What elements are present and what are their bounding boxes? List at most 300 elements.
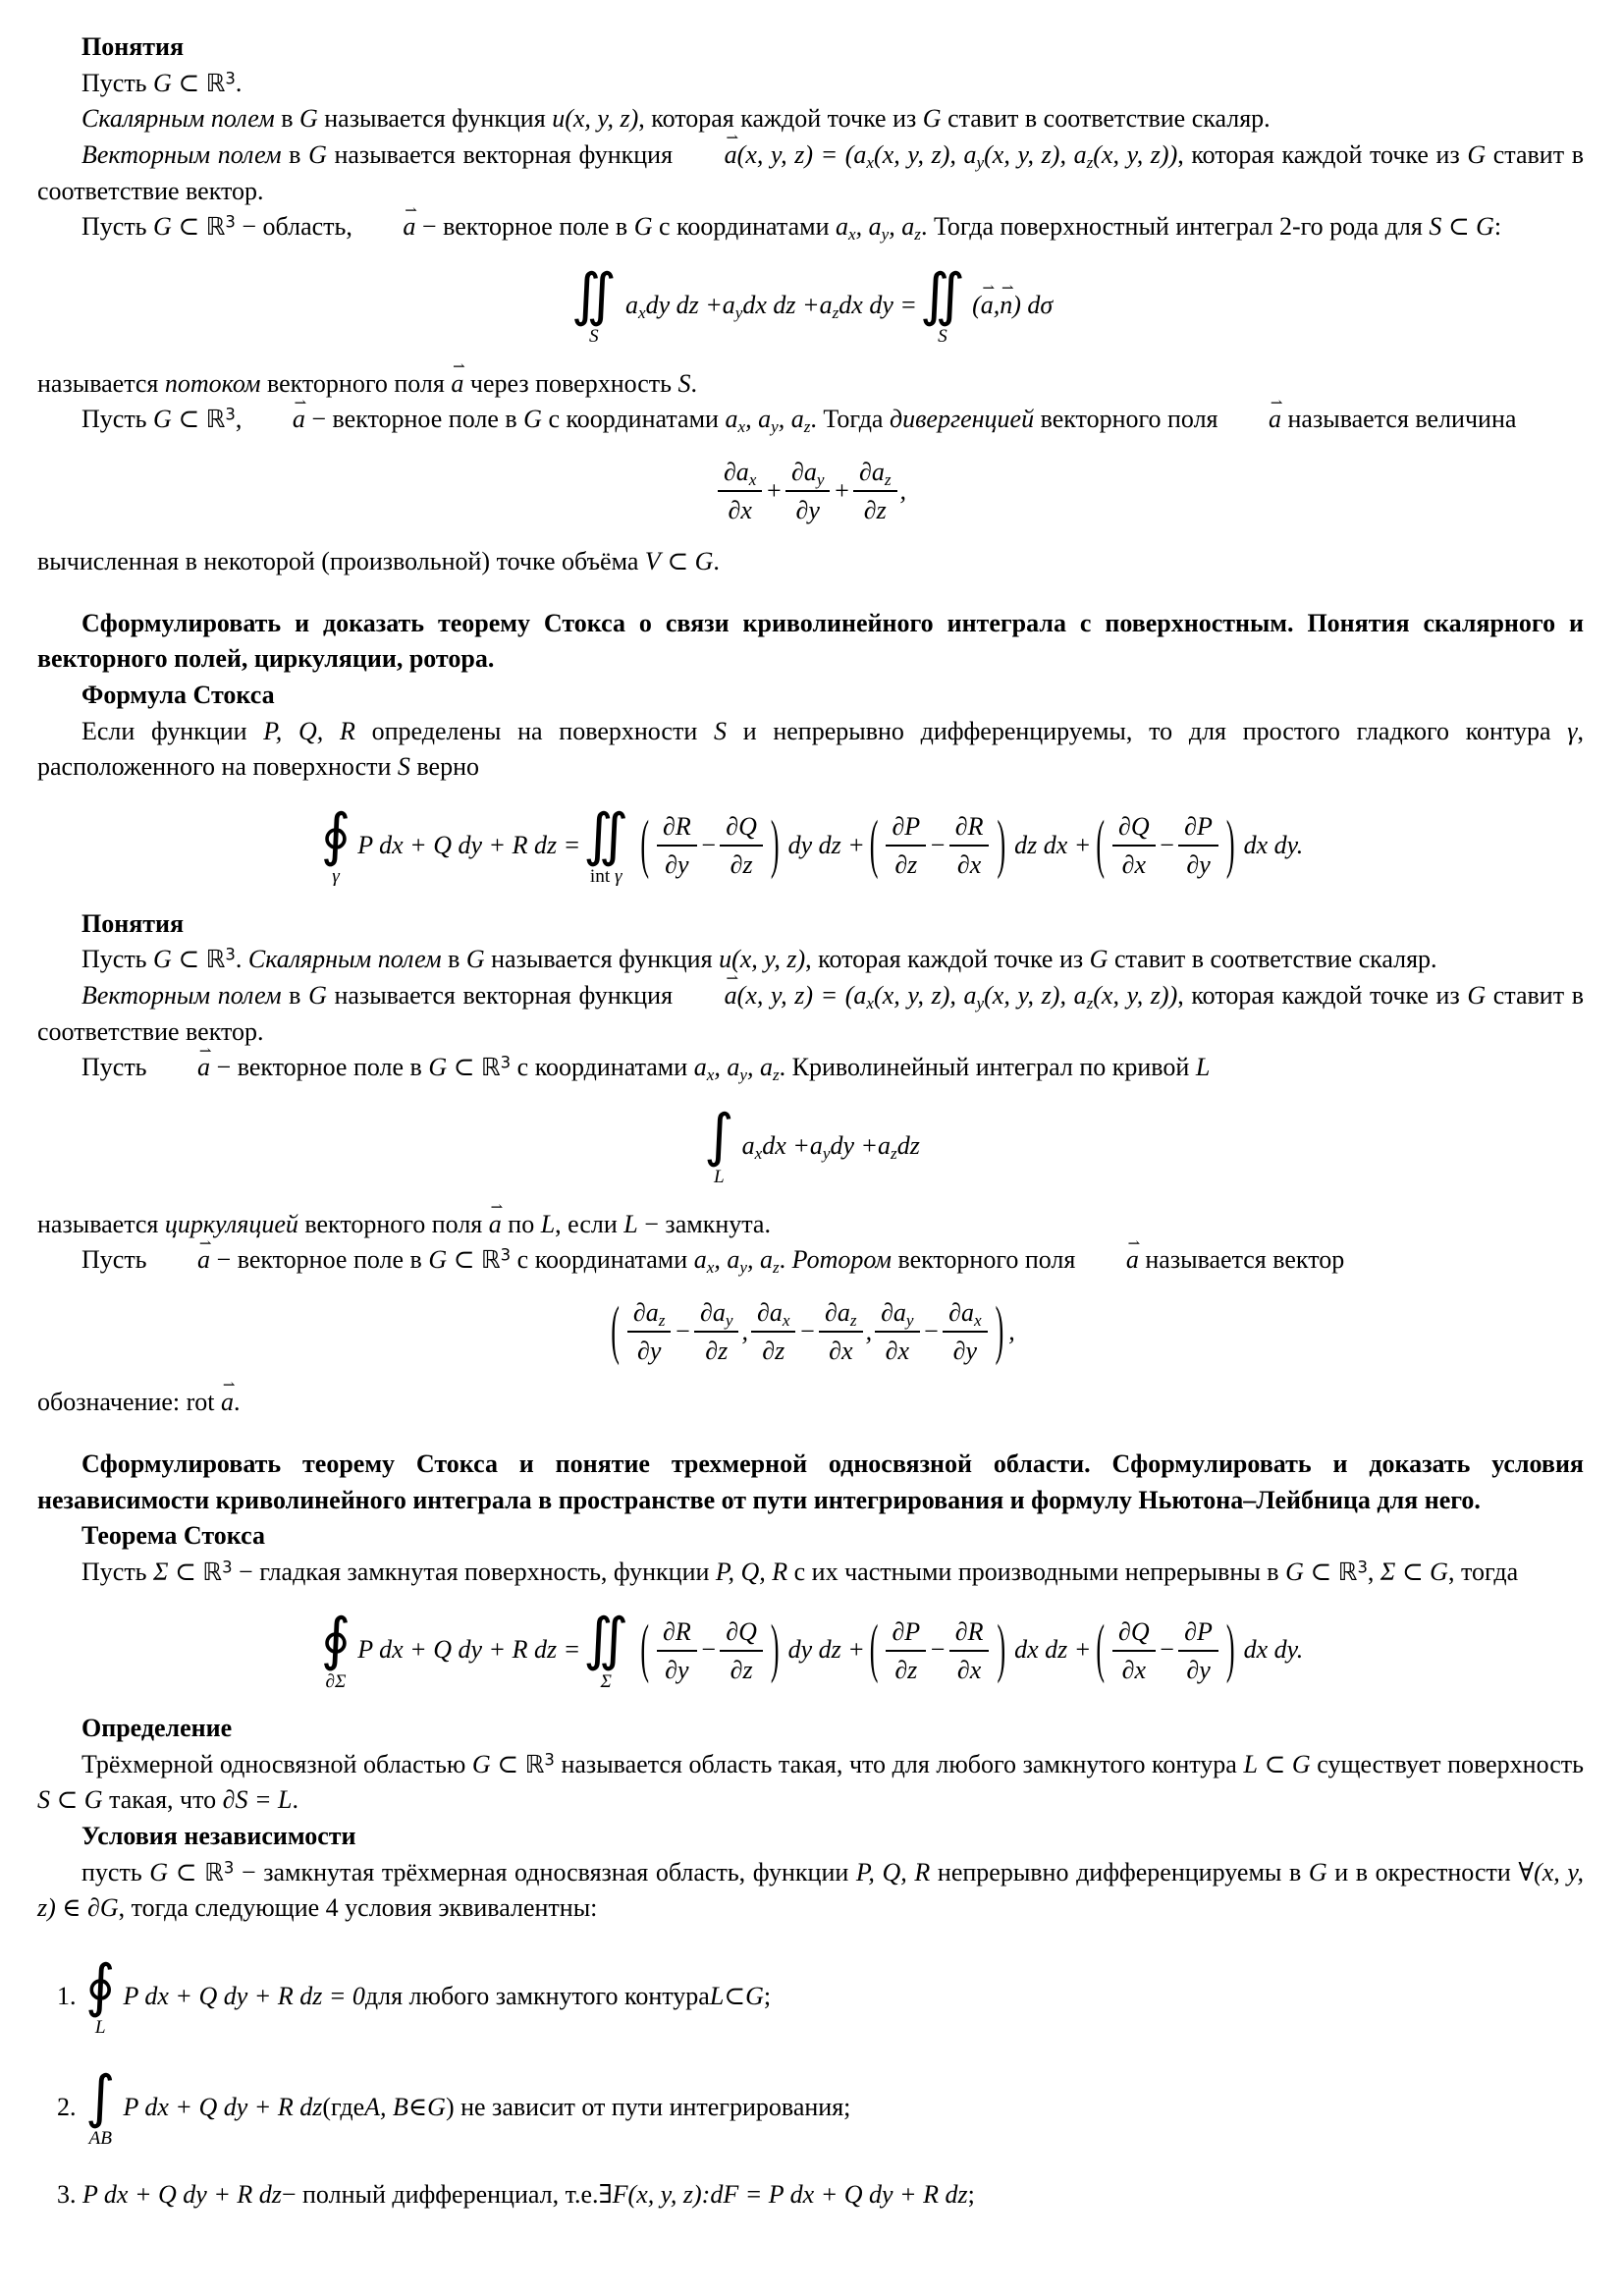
- integral-symbol: ∬: [583, 801, 629, 869]
- left-paren: (: [1096, 807, 1105, 881]
- text-run: Пусть: [81, 212, 154, 242]
- operator-limit: [332, 867, 340, 886]
- denominator: [894, 847, 917, 879]
- math-run: dx dz +: [742, 290, 820, 319]
- numerator: [1178, 1617, 1218, 1652]
- blackboard-symbol: ℝ$^3$: [204, 1857, 235, 1886]
- operator-limit: [590, 867, 622, 886]
- text-run: Пусть: [81, 1557, 154, 1586]
- math-run: −: [699, 1635, 718, 1665]
- math-run: ∂x: [1121, 850, 1146, 880]
- math-run: $\partial a_z$: [859, 457, 892, 490]
- left-paren: (: [640, 1612, 649, 1685]
- vector-symbol: a ⇀: [680, 978, 737, 1014]
- math-run: G: [308, 139, 327, 169]
- math-run: G: [153, 68, 172, 97]
- text-run: в: [441, 945, 466, 974]
- text-run: − гладкая замкнутая поверхность, функции: [232, 1557, 716, 1586]
- text-run: ⊂: [724, 1982, 746, 2011]
- math-run: $a_x$: [853, 981, 875, 1013]
- math-run: $a_z$: [901, 212, 921, 245]
- section-heading: [37, 29, 1584, 66]
- math-run: P, Q, R: [855, 1857, 931, 1886]
- math-run: ,: [746, 1245, 760, 1275]
- integral-symbol: ∮: [85, 1952, 116, 2020]
- math-run: G: [745, 1982, 764, 2011]
- math-run: (x, y, z),: [874, 139, 964, 169]
- math-run: G: [149, 1857, 169, 1886]
- math-run: L: [540, 1209, 556, 1238]
- left-paren: (: [1096, 1612, 1105, 1685]
- math-run: ∂x: [956, 1655, 982, 1684]
- text-run: через поверхность: [463, 368, 678, 398]
- math-run: (x, y, z),: [984, 981, 1074, 1011]
- math-run: (x, y, z),: [984, 139, 1074, 169]
- text-run: Пусть: [81, 945, 154, 974]
- denominator: [637, 1333, 661, 1365]
- math-run: $a_x$: [741, 1131, 763, 1164]
- math-run: L: [278, 1785, 293, 1815]
- text-run: ставит в соответствие вектор.: [37, 981, 1584, 1046]
- math-run: dy dz +: [787, 831, 865, 860]
- math-run: ∂z: [730, 1655, 753, 1684]
- spacer: [37, 580, 1584, 606]
- text-run: − векторное поле в: [210, 1245, 429, 1275]
- denominator: [1186, 847, 1210, 879]
- math-run: dz dx +: [1014, 831, 1092, 860]
- fraction: [720, 1617, 763, 1684]
- right-paren: ): [997, 1612, 1006, 1685]
- math-run: $a_x$: [836, 212, 856, 245]
- math-run: $a_y$: [727, 1245, 747, 1278]
- blackboard-symbol: ℝ$^3$: [480, 1245, 512, 1275]
- denominator: [1122, 847, 1146, 879]
- left-paren: (: [869, 807, 879, 881]
- text-run: Если функции: [81, 716, 264, 745]
- text-run: ⊂: [490, 1749, 525, 1778]
- text-run: непрерывно дифференцируемы в: [930, 1857, 1309, 1886]
- math-run: $\partial a_x$: [756, 1297, 790, 1331]
- right-paren: ): [995, 1292, 1004, 1366]
- math-run: $a_x$: [624, 290, 646, 323]
- math-run: $a_z$: [1073, 981, 1094, 1013]
- numerator: [627, 1298, 672, 1333]
- text-run: существует поверхность: [1310, 1749, 1584, 1778]
- text-run: ,: [1367, 1557, 1380, 1586]
- math-run: ∂P: [1184, 812, 1213, 842]
- text-run: Скалярным полем: [81, 104, 275, 134]
- text-run: векторного поля: [891, 1245, 1082, 1275]
- big-operator: [583, 801, 629, 888]
- math-run: ,: [899, 475, 907, 505]
- vector-symbol: a ⇀: [358, 209, 415, 246]
- text-run: циркуляцией: [164, 1209, 298, 1238]
- text-run: ⊂: [1395, 1557, 1431, 1586]
- text-run: вычисленная в некоторой (произвольной) точке объёма: [37, 547, 645, 576]
- text-run: векторного поля: [1034, 405, 1225, 434]
- numerator: [751, 1298, 795, 1333]
- math-run: ∂P: [892, 812, 921, 842]
- numerator: [657, 1617, 697, 1652]
- math-run: P dx + Q dy + R dz: [82, 2180, 282, 2210]
- math-run: $a_y$: [758, 405, 779, 437]
- text-run: − векторное поле в: [304, 405, 524, 434]
- section-heading: [37, 1711, 1584, 1747]
- section-heading: [37, 906, 1584, 943]
- math-run: ,: [741, 1316, 748, 1345]
- denominator: [953, 1333, 977, 1365]
- fraction: [943, 1298, 987, 1365]
- math-run: G: [427, 2092, 446, 2121]
- text-run: , которая каждой точке из: [1177, 139, 1468, 169]
- math-run: ∂z: [705, 1337, 729, 1366]
- text-run: .: [713, 547, 720, 576]
- numerator: [853, 458, 897, 492]
- math-run: S: [37, 1785, 50, 1815]
- text-run: , которая каждой точке из: [805, 945, 1090, 974]
- math-run: P, Q, R: [715, 1557, 788, 1586]
- display-formula: [37, 801, 1584, 888]
- math-run: S: [677, 368, 691, 398]
- section-heading: [37, 678, 1584, 714]
- text-run: Трёхмерной односвязной областью: [81, 1749, 472, 1778]
- text-run: :: [1493, 212, 1502, 242]
- spacer: [37, 1421, 1584, 1447]
- vector-symbol: a ⇀: [221, 1385, 234, 1421]
- denominator: [829, 1333, 852, 1365]
- text-run: Векторным полем: [81, 981, 282, 1011]
- text-run: ⊂: [447, 1053, 481, 1082]
- text-run: ,: [235, 405, 248, 434]
- math-run: ,: [889, 212, 902, 242]
- paragraph: [37, 209, 1584, 246]
- right-paren: ): [1225, 807, 1235, 881]
- math-run: ∂Q: [726, 1616, 757, 1646]
- display-formula: [37, 458, 1584, 524]
- text-run: дивергенцией: [889, 405, 1035, 434]
- denominator: [665, 847, 688, 879]
- list-item-content: [82, 2062, 851, 2150]
- math-run: dx dy =: [839, 290, 917, 319]
- math-run: $a_x$: [725, 405, 746, 437]
- paragraph: [37, 1747, 1584, 1819]
- operator-limit: [95, 2018, 106, 2037]
- math-run: $a_x$: [693, 1053, 715, 1085]
- list-item: [37, 1952, 1584, 2039]
- text-run: называется: [37, 368, 165, 398]
- math-run: ∂y: [665, 1655, 689, 1684]
- math-run: G: [471, 1749, 491, 1778]
- text-run: .: [292, 1785, 299, 1815]
- math-run: ∂z: [762, 1337, 785, 1366]
- numerator: [943, 1298, 987, 1333]
- text-run: называется: [37, 1209, 165, 1238]
- text-run: Скалярным полем: [247, 945, 442, 974]
- text-run: Формула Стокса: [81, 681, 275, 710]
- math-run: (: [972, 290, 981, 319]
- paragraph: [37, 1855, 1584, 1927]
- math-run: G: [694, 547, 714, 576]
- math-run: ∂G: [87, 1893, 119, 1923]
- fraction: [1178, 812, 1218, 879]
- math-run: G: [428, 1053, 448, 1082]
- vector-symbol: a ⇀: [248, 402, 305, 438]
- math-run: ,: [746, 1053, 760, 1082]
- vector-symbol: a ⇀: [1224, 402, 1281, 438]
- text-run: − замкнутая трёхмерная односвязная область, функции: [234, 1857, 856, 1886]
- math-run: G: [465, 945, 485, 974]
- blackboard-symbol: ℝ$^3$: [480, 1053, 512, 1082]
- fraction: [1112, 1617, 1156, 1684]
- denominator: [705, 1333, 728, 1365]
- text-run: ⊂: [168, 1557, 203, 1586]
- fraction: [627, 1298, 672, 1365]
- text-run: называется величина: [1281, 405, 1517, 434]
- fraction: [751, 1298, 795, 1365]
- math-run: P dx + Q dy + R dz: [123, 2092, 323, 2121]
- math-run: −: [929, 831, 947, 860]
- text-run: называется область такая, что для любого замкнутого контура: [554, 1749, 1244, 1778]
- denominator: [730, 847, 753, 879]
- list-number: 3.: [57, 2180, 77, 2210]
- math-run: ∂x: [829, 1337, 853, 1366]
- denominator: [796, 492, 820, 524]
- text-run: потоком: [164, 368, 261, 398]
- numerator: [875, 1298, 919, 1333]
- integral-symbol: ∮: [320, 801, 352, 869]
- math-run: G: [1467, 981, 1487, 1011]
- numerator: [785, 458, 830, 492]
- math-run: V: [644, 547, 661, 576]
- text-run: Определение: [81, 1714, 233, 1743]
- fraction: [875, 1298, 919, 1365]
- text-run: для любого замкнутого контура: [364, 1982, 710, 2011]
- text-run: определены на поверхности: [354, 716, 714, 745]
- blackboard-symbol: ℝ$^3$: [205, 405, 236, 434]
- numerator: [720, 1617, 763, 1652]
- text-run: .: [235, 945, 248, 974]
- math-run: ,: [865, 1316, 873, 1345]
- display-formula: [37, 1292, 1584, 1366]
- text-run: .: [779, 1245, 792, 1275]
- math-run: ∂y: [795, 496, 820, 525]
- list-item-content: [82, 2177, 975, 2214]
- math-run: −: [1158, 1635, 1176, 1665]
- fraction: [1112, 812, 1156, 879]
- math-run: ,: [745, 405, 759, 434]
- text-run: с координатами: [541, 405, 726, 434]
- numerator: [949, 812, 990, 847]
- numerator: [819, 1298, 863, 1333]
- text-run: с координатами: [511, 1245, 694, 1275]
- list-item-content: [82, 1952, 772, 2039]
- text-run: по: [501, 1209, 541, 1238]
- math-run: +: [833, 475, 850, 505]
- text-run: , которая каждой точке из: [638, 104, 923, 134]
- numerator: [694, 1298, 738, 1333]
- denominator: [894, 1652, 917, 1684]
- vector-symbol: a ⇀: [153, 1242, 210, 1279]
- operator-limit: [589, 327, 599, 346]
- math-run: G: [1467, 139, 1487, 169]
- math-run: ∂y: [636, 1337, 662, 1366]
- operator-limit: [938, 327, 947, 346]
- math-run: ∂x: [1121, 1655, 1146, 1684]
- text-run: и непрерывно дифференцируемы, то для простого гладкого контура: [726, 716, 1568, 745]
- left-paren: (: [640, 807, 649, 881]
- math-run: −: [929, 1635, 947, 1665]
- blackboard-symbol: ℝ$^3$: [205, 212, 236, 242]
- paragraph: [37, 714, 1584, 786]
- text-run: ставит в соответствие скаляр.: [1108, 945, 1437, 974]
- text-run: ∀: [1518, 1857, 1535, 1886]
- text-run: ⊂: [447, 1245, 481, 1275]
- math-run: ∂x: [956, 850, 982, 880]
- text-run: ∃: [598, 2180, 613, 2210]
- math-run: P dx + Q dy + R dz = 0: [123, 1982, 365, 2011]
- math-run: ∂y: [1186, 850, 1211, 880]
- math-run: ∂Σ: [325, 1670, 347, 1692]
- math-run: $a_z$: [819, 290, 839, 323]
- text-run: ⊂: [1303, 1557, 1338, 1586]
- text-run: ⊂: [1441, 212, 1477, 242]
- text-run: в: [274, 104, 299, 134]
- denominator: [665, 1652, 688, 1684]
- math-run: $a_z$: [759, 1053, 780, 1085]
- math-run: −: [699, 831, 718, 860]
- text-run: называется вектор: [1138, 1245, 1345, 1275]
- text-run: , тогда следующие 4 условия эквивалентны:: [118, 1893, 598, 1923]
- math-run: (x, y, z) = (: [736, 981, 854, 1011]
- blackboard-symbol: ℝ$^3$: [524, 1749, 555, 1778]
- text-run: Условия независимости: [81, 1822, 356, 1851]
- numerator: [886, 1617, 926, 1652]
- integral-symbol: ∫: [704, 1102, 734, 1169]
- fraction: [949, 1617, 990, 1684]
- math-run: ∂z: [894, 1655, 918, 1684]
- text-run: ∈: [407, 2092, 428, 2121]
- math-run: dy dz +: [787, 1635, 865, 1665]
- big-operator: [704, 1102, 734, 1188]
- text-run: . Тогда: [810, 405, 890, 434]
- vector-symbol: a ⇀: [451, 366, 463, 403]
- math-run: F(x, y, z): [612, 2180, 702, 2210]
- denominator: [864, 492, 887, 524]
- math-run: $\partial a_z$: [825, 1297, 857, 1331]
- text-run: и в окрестности: [1326, 1857, 1519, 1886]
- denominator: [957, 1652, 981, 1684]
- math-run: :: [701, 2180, 711, 2210]
- text-run: .: [690, 368, 698, 398]
- paragraph: [37, 1242, 1584, 1279]
- math-run: ∂y: [1186, 1655, 1211, 1684]
- math-run: ∂R: [662, 812, 691, 842]
- integral-symbol: ∬: [919, 260, 966, 328]
- text-run: ;: [763, 1982, 772, 2011]
- math-run: L: [714, 1167, 725, 1188]
- math-run: ∂Q: [1118, 812, 1150, 842]
- math-run: dx dy.: [1243, 1635, 1304, 1665]
- math-run: G: [1285, 1557, 1304, 1586]
- math-run: −: [674, 1316, 691, 1345]
- big-operator: [85, 1952, 116, 2039]
- math-run: ,: [1008, 1316, 1015, 1345]
- math-run: L: [709, 1982, 725, 2011]
- math-run: $a_x$: [693, 1245, 715, 1278]
- denominator: [762, 1333, 784, 1365]
- math-run: P dx + Q dy + R dz =: [357, 831, 581, 860]
- text-run: в: [281, 139, 309, 169]
- math-run: S: [938, 326, 947, 348]
- fraction: [853, 458, 897, 524]
- math-run: $a_y$: [868, 212, 890, 245]
- display-formula: [37, 1102, 1584, 1188]
- left-paren: (: [869, 1612, 879, 1685]
- math-run: −: [922, 1316, 941, 1345]
- section-heading: [37, 1819, 1584, 1855]
- numerator: [657, 812, 697, 847]
- fraction: [718, 458, 762, 524]
- vector-symbol: n ⇀: [1000, 288, 1012, 324]
- paragraph: [37, 66, 1584, 102]
- paragraph: [37, 544, 1584, 580]
- text-run: называется векторная функция: [326, 981, 680, 1011]
- math-run: G: [1430, 1557, 1448, 1586]
- numerator: [1112, 1617, 1156, 1652]
- math-run: G: [1089, 945, 1109, 974]
- paragraph: [37, 402, 1584, 438]
- text-run: с их частными производными непрерывны в: [787, 1557, 1286, 1586]
- text-run: в: [281, 981, 309, 1011]
- math-run: A, B: [364, 2092, 408, 2121]
- vector-symbol: a ⇀: [153, 1050, 210, 1086]
- math-run: ∂R: [954, 812, 984, 842]
- text-run: Пусть: [81, 405, 154, 434]
- math-run: ,: [778, 405, 791, 434]
- big-operator: [320, 1606, 352, 1692]
- text-run: пусть: [81, 1857, 150, 1886]
- fraction: [657, 812, 697, 879]
- text-run: векторного поля: [298, 1209, 489, 1238]
- math-run: S: [1429, 212, 1442, 242]
- math-run: L: [623, 1209, 638, 1238]
- math-run: G: [298, 104, 318, 134]
- fraction: [694, 1298, 738, 1365]
- math-run: ∂z: [730, 850, 753, 880]
- text-run: ⊂: [50, 1785, 84, 1815]
- fraction: [657, 1617, 697, 1684]
- math-run: $a_y$: [722, 290, 743, 323]
- math-run: ,: [714, 1053, 728, 1082]
- left-paren: (: [611, 1292, 620, 1366]
- text-run: с координатами: [652, 212, 836, 242]
- fraction: [720, 812, 763, 879]
- math-run: $\partial a_x$: [948, 1297, 982, 1331]
- math-run: ∂R: [954, 1616, 984, 1646]
- numerator: [886, 812, 926, 847]
- math-run: $\partial a_y$: [700, 1297, 733, 1331]
- math-run: ∂S: [222, 1785, 248, 1815]
- text-run: Сформулировать теорему Стокса и понятие трехмерной односвязной области. Сформулировать и доказать условия независимости криволинейного интеграла в пространстве от пути интегрирования и формулу Ньютона–Лейбница для него.: [37, 1449, 1584, 1514]
- text-run: такая, что: [102, 1785, 223, 1815]
- task-statement: [37, 1447, 1584, 1518]
- integral-symbol: ∬: [583, 1606, 629, 1673]
- vector-symbol: a ⇀: [680, 137, 737, 174]
- math-run: G: [153, 945, 172, 974]
- text-run: .: [235, 68, 243, 97]
- math-run: $a_x$: [853, 139, 875, 173]
- math-run: $a_y$: [727, 1053, 747, 1085]
